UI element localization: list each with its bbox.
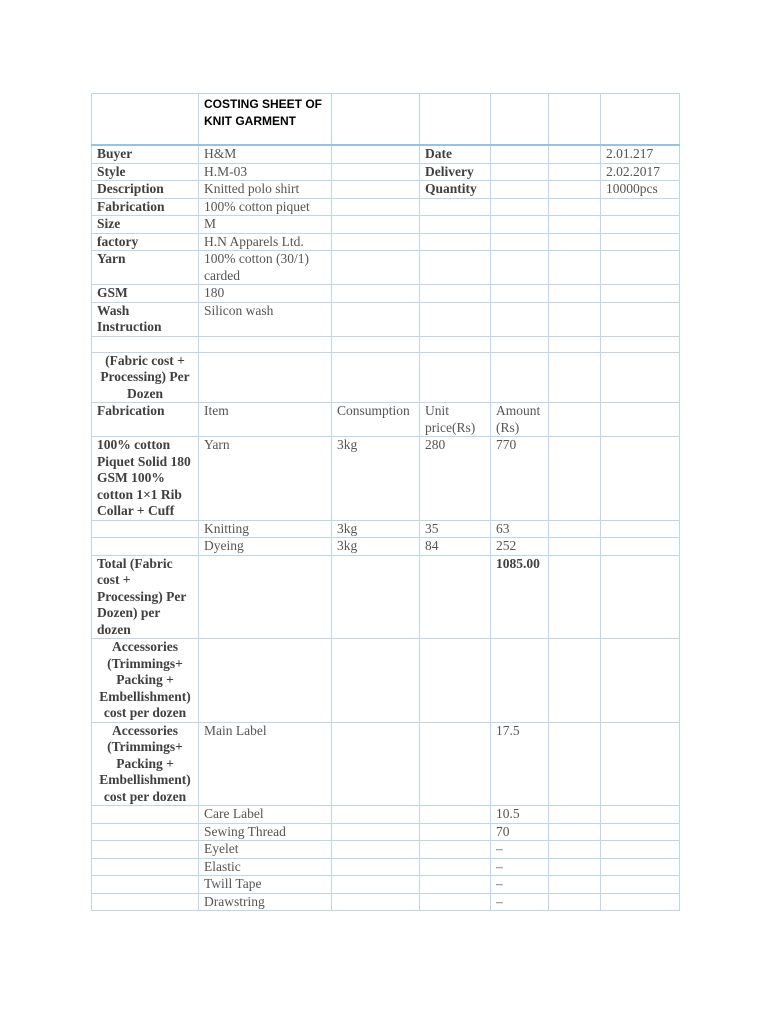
factory-value: H.N Apparels Ltd.	[199, 233, 332, 251]
accessory-amount-cell: 10.5	[491, 806, 549, 824]
consumption-header: Consumption	[332, 403, 420, 437]
table-row	[92, 722, 680, 806]
fabric-total-value: 1085.00	[491, 555, 549, 639]
table-row	[92, 520, 680, 538]
table-row	[92, 858, 680, 876]
accessories-section-heading: Accessories (Trimmings+ Packing + Embellishment) cost per dozen	[92, 639, 199, 723]
quantity-value: 10000pcs	[601, 181, 680, 199]
gsm-value: 180	[199, 285, 332, 303]
accessory-amount-cell: –	[491, 858, 549, 876]
info-row-description	[92, 181, 680, 199]
accessory-item-cell: Care Label	[199, 806, 332, 824]
quantity-label: Quantity	[420, 181, 491, 199]
delivery-value: 2.02.2017	[601, 163, 680, 181]
info-row-wash	[92, 302, 680, 336]
accessory-amount-cell: –	[491, 841, 549, 859]
accessory-item-cell: Eyelet	[199, 841, 332, 859]
description-value: Knitted polo shirt	[199, 181, 332, 199]
yarn-value: 100% cotton (30/1) carded	[199, 251, 332, 285]
delivery-label: Delivery	[420, 163, 491, 181]
fabric-heading-row	[92, 352, 680, 403]
style-value: H.M-03	[199, 163, 332, 181]
amount-header: Amount (Rs)	[491, 403, 549, 437]
table-row	[92, 876, 680, 894]
fabrication-header: Fabrication	[92, 403, 199, 437]
amount-cell: 770	[491, 437, 549, 521]
unit-price-cell: 35	[420, 520, 491, 538]
date-value: 2.01.217	[601, 145, 680, 163]
table-row	[92, 893, 680, 911]
accessory-item-cell: Main Label	[199, 722, 332, 806]
size-value: M	[199, 216, 332, 234]
consumption-cell: 3kg	[332, 538, 420, 556]
fabrication-label: Fabrication	[92, 198, 199, 216]
gsm-label: GSM	[92, 285, 199, 303]
item-cell: Dyeing	[199, 538, 332, 556]
info-row-gsm	[92, 285, 680, 303]
item-cell: Knitting	[199, 520, 332, 538]
info-row-buyer	[92, 145, 680, 163]
spacer-row	[92, 336, 680, 352]
date-label: Date	[420, 145, 491, 163]
yarn-label: Yarn	[92, 251, 199, 285]
info-row-size	[92, 216, 680, 234]
buyer-label: Buyer	[92, 145, 199, 163]
unit-price-cell: 84	[420, 538, 491, 556]
unit-price-cell: 280	[420, 437, 491, 521]
amount-cell: 252	[491, 538, 549, 556]
wash-value: Silicon wash	[199, 302, 332, 336]
wash-label: Wash Instruction	[92, 302, 199, 336]
table-row	[92, 823, 680, 841]
accessory-amount-cell: –	[491, 876, 549, 894]
sheet-title: COSTING SHEET OF KNIT GARMENT	[204, 97, 323, 128]
item-cell: Yarn	[199, 437, 332, 521]
table-row	[92, 806, 680, 824]
accessories-heading-repeat: Accessories (Trimmings+ Packing + Embellishment) cost per dozen	[92, 722, 199, 806]
accessories-heading-row	[92, 639, 680, 723]
info-row-fabrication	[92, 198, 680, 216]
fabric-section-heading: (Fabric cost + Processing) Per Dozen	[92, 352, 199, 403]
fabric-total-label: Total (Fabric cost + Processing) Per Dozen) per dozen	[92, 555, 199, 639]
item-header: Item	[199, 403, 332, 437]
accessory-item-cell: Elastic	[199, 858, 332, 876]
costing-sheet-table	[91, 93, 680, 911]
accessory-item-cell: Twill Tape	[199, 876, 332, 894]
style-label: Style	[92, 163, 199, 181]
table-row	[92, 538, 680, 556]
title-row	[92, 94, 680, 146]
consumption-cell: 3kg	[332, 437, 420, 521]
accessory-amount-cell: 17.5	[491, 722, 549, 806]
fabric-description: 100% cotton Piquet Solid 180 GSM 100% cotton 1×1 Rib Collar + Cuff	[92, 437, 199, 521]
fabric-header-row	[92, 403, 680, 437]
fabrication-value: 100% cotton piquet	[199, 198, 332, 216]
accessory-item-cell: Sewing Thread	[199, 823, 332, 841]
accessory-amount-cell: –	[491, 893, 549, 911]
info-row-style	[92, 163, 680, 181]
consumption-cell: 3kg	[332, 520, 420, 538]
accessory-amount-cell: 70	[491, 823, 549, 841]
table-row	[92, 437, 680, 521]
accessory-item-cell: Drawstring	[199, 893, 332, 911]
size-label: Size	[92, 216, 199, 234]
info-row-yarn	[92, 251, 680, 285]
buyer-value: H&M	[199, 145, 332, 163]
info-row-factory	[92, 233, 680, 251]
fabric-total-row	[92, 555, 680, 639]
factory-label: factory	[92, 233, 199, 251]
description-label: Description	[92, 181, 199, 199]
table-row	[92, 841, 680, 859]
amount-cell: 63	[491, 520, 549, 538]
unit-price-header: Unit price(Rs)	[420, 403, 491, 437]
